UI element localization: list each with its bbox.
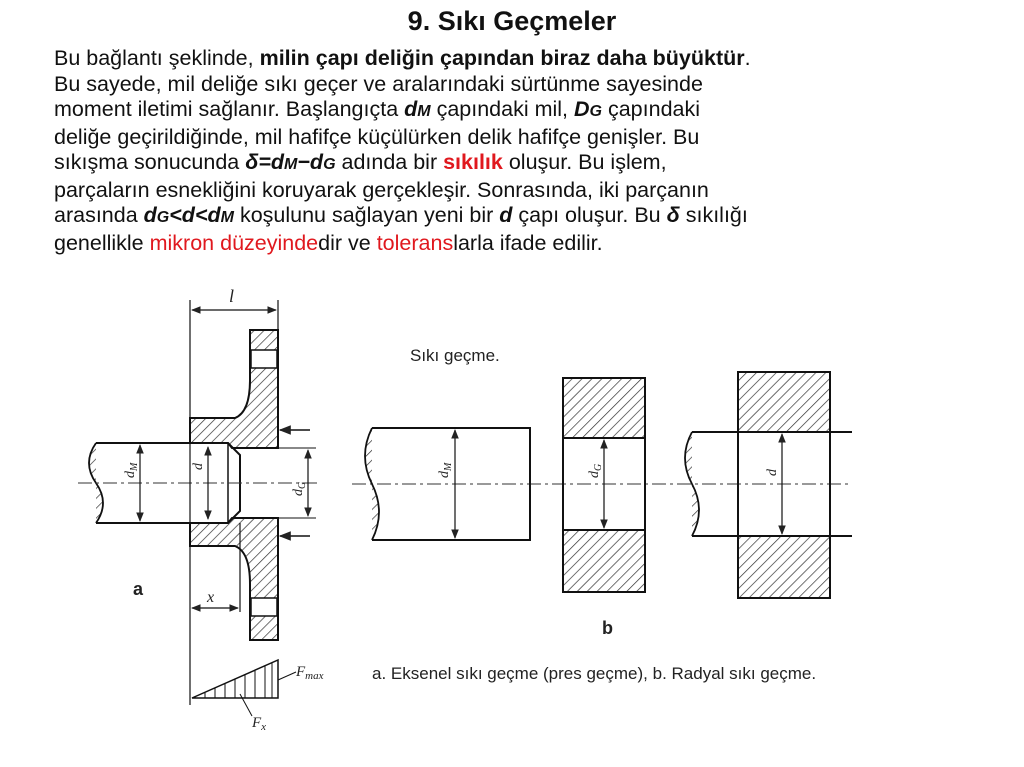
- text-segment: çapındaki: [602, 97, 701, 121]
- text-segment: larla ifade edilir.: [453, 230, 603, 255]
- text-segment: genellikle: [54, 230, 150, 255]
- text-segment: moment iletimi sağlanır. Başlangıçta: [54, 97, 405, 121]
- text-segment: koşulunu sağlayan yeni bir: [233, 203, 500, 227]
- formula-part: −d: [297, 150, 324, 174]
- hub-section: [190, 330, 278, 448]
- text-segment: sıkılığı: [679, 203, 748, 227]
- dimension-dg-label: $d_G$: [291, 481, 308, 496]
- formula-subscript: M: [284, 156, 298, 173]
- symbol-delta: δ: [666, 203, 680, 227]
- figure-b-radial-press-fit: [352, 346, 852, 638]
- symbol-d: d: [499, 203, 513, 227]
- hub-section: [738, 372, 830, 432]
- highlight-text: mikron düzeyinde: [149, 230, 319, 255]
- highlight-text: tolerans: [376, 230, 454, 255]
- fx-label: $F_x$: [252, 715, 267, 733]
- symbol-subscript: M: [417, 103, 431, 120]
- formula-subscript: G: [156, 209, 170, 226]
- formula-part: <d<d: [169, 203, 221, 227]
- fmax-leader: [278, 672, 296, 680]
- dimension-dm-label: $d_M$: [123, 462, 140, 478]
- formula-subscript: G: [323, 156, 336, 173]
- text-segment: arasında: [54, 203, 144, 227]
- hub-section: [738, 536, 830, 598]
- page-title: 9. Sıkı Geçmeler: [407, 6, 617, 36]
- text-segment: sıkışma sonucunda: [54, 150, 246, 174]
- dimension-dg-label: $d_G$: [587, 463, 604, 478]
- text-segment: dir ve: [318, 230, 377, 255]
- text-segment: .: [744, 46, 751, 70]
- fmax-label: $F_{max}$: [296, 664, 324, 682]
- force-diagram-hatching: [205, 663, 272, 698]
- text-line-4: deliğe geçirildiğinde, mil hafifçe küçülürken delik hafifçe genişler. Bu: [54, 124, 700, 149]
- formula-part: d: [143, 203, 157, 227]
- dimension-d-label: d: [765, 469, 780, 476]
- shaft: [96, 443, 240, 523]
- figure-caption: a. Eksenel sıkı geçme (pres geçme), b. Radyal sıkı geçme.: [372, 664, 817, 683]
- dimension-l-label: l: [229, 286, 235, 306]
- figure-a-label: a: [133, 579, 144, 599]
- dimension-d-label: d: [191, 463, 206, 470]
- text-line-2: Bu sayede, mil deliğe sıkı geçer ve aralarındaki sürtünme sayesinde: [54, 71, 703, 96]
- shaft-break: [365, 428, 379, 540]
- flange-hole: [251, 598, 277, 616]
- dimension-dm-label: $d_M$: [437, 462, 454, 478]
- symbol-d: d: [404, 97, 418, 121]
- emphasis-text: milin çapı deliğin çapından biraz daha büyüktür: [259, 46, 745, 70]
- symbol-subscript: G: [589, 103, 602, 120]
- highlight-text: sıkılık: [443, 150, 503, 174]
- text-segment: çapı oluşur. Bu: [512, 203, 667, 227]
- flange-hole: [251, 350, 277, 368]
- figure-b-label: b: [602, 618, 613, 638]
- text-segment: çapındaki mil,: [430, 97, 575, 121]
- text-segment: oluşur. Bu işlem,: [502, 150, 667, 174]
- hub-section: [563, 378, 645, 438]
- figure-a-axial-press-fit: [78, 286, 324, 733]
- hub-section: [190, 518, 278, 640]
- formula-part: δ=d: [245, 150, 285, 174]
- formula-subscript: M: [220, 209, 234, 226]
- dimension-x-label: x: [207, 589, 215, 606]
- figure-b-title: Sıkı geçme.: [410, 346, 500, 365]
- text-segment: adında bir: [335, 150, 444, 174]
- text-segment: Bu bağlantı şeklinde,: [54, 46, 260, 70]
- hub-section: [563, 530, 645, 592]
- text-line-6: parçaların esnekliğini koruyarak gerçekleşir. Sonrasında, iki parçanın: [54, 177, 709, 202]
- symbol-d: D: [574, 97, 590, 121]
